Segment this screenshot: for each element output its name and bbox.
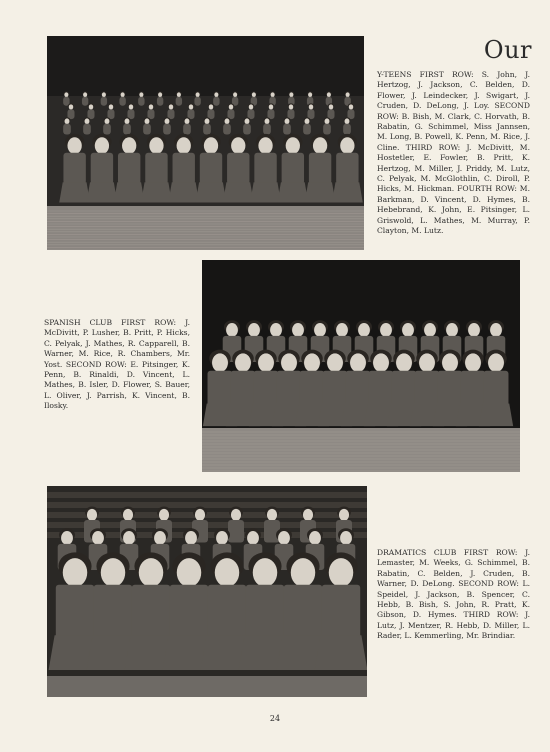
person-figure [228,507,244,543]
page-number: 24 [269,714,281,723]
person-figure [83,117,91,134]
person-figure [67,103,74,119]
person-figure [267,103,274,119]
person-figure [223,117,231,134]
person-figure [147,103,154,119]
person-figure [82,91,88,105]
person-figure [232,91,238,105]
spanish-club-caption: SPANISH CLUB FIRST ROW: J. McDivitt, P. Lusher, B. Pritt, P. Hicks, C. Pelyak, J. Mathes, R. Capparell, B. Warner, M. Rice, R. Chambers, Mr. Yost. SECOND ROW: E. Pitsinger, K. Penn, B. Rinaldi, D. Vincent, L. Mathes, B. Isler, D. Flower, S. Bauer, L. Oliver, J. Parrish, K. Vincent, B. Ilosky. [44,318,190,411]
yteens-group-photo [47,36,364,250]
yteens-caption: Y-TEENS FIRST ROW: S. John, J. Hertzog, J. Jackson, C. Belden, D. Flower, J. Leindecker, J. Swigart, J. Cruden, D. DeLong, J. Loy. SECOND ROW: B. Bish, M. Clark, C. Horvath, B. Rabatin, G. Schimmel, Miss Jannsen, M. Long, B. Powell, K. Penn, M. Rice, J. Cline. THIRD ROW: J. McDivitt, M. Hostetler, E. Fowler, B. Pritt, K. Hertzog, M. Miller, J. Priddy, M. Lutz, C. Pelyak, M. McGlothlin, C. Diroll, P. Hicks, M. Hickman. FOURTH ROW: M. Barkman, D. Vincent, D. Hymes, B. Hebebrand, K. John, E. Pitsinger, L. Griswold, L. Mathes, M. Murray, P. Clayton, M. Lutz. [377,70,530,236]
spanish-club-group-photo [202,260,520,472]
person-figure [123,117,131,134]
person-figure [187,103,194,119]
person-figure [287,103,294,119]
person-figure [247,103,254,119]
person-figure [167,103,174,119]
person-figure [207,103,214,119]
person-figure [87,103,94,119]
person-figure [101,91,107,105]
person-figure [194,91,200,105]
person-figure [303,117,311,134]
person-figure [163,117,171,134]
person-figure [243,117,251,134]
person-figure [343,117,351,134]
person-figure [119,91,125,105]
person-figure [347,103,354,119]
person-figure [63,117,71,134]
spanish-club-photo-image [202,260,520,472]
dramatics-club-photo-image [47,486,367,697]
person-figure [183,117,191,134]
person-figure [227,103,234,119]
person-figure [157,91,163,105]
person-figure [323,117,331,134]
person-figure [307,103,314,119]
person-figure [263,117,271,134]
person-figure [203,117,211,134]
person-figure [176,91,182,105]
person-figure [127,103,134,119]
person-figure [138,91,144,105]
person-figure [327,103,334,119]
person-figure [63,91,69,105]
yteens-photo-image [47,36,364,250]
person-figure [213,91,219,105]
person-figure [107,103,114,119]
person-figure [103,117,111,134]
person-figure [143,117,151,134]
page-heading: Our [483,36,532,64]
dramatics-club-caption: DRAMATICS CLUB FIRST ROW: J. Lemaster, M. Weeks, G. Schimmel, B. Rabatin, C. Belden, J. Cruden, B. Warner, D. DeLong. SECOND ROW: L. Speidel, J. Jackson, B. Spencer, C. Hebb, B. Bish, S. John, R. Pratt, K. Gibson, D. Hymes. THIRD ROW: J. Lutz, J. Mentzer, R. Hebb, D. Miller, L. Rader, L. Kemmerling, Mr. Brindiar. [377,548,530,641]
person-figure [283,117,291,134]
dramatics-club-group-photo [47,486,367,697]
